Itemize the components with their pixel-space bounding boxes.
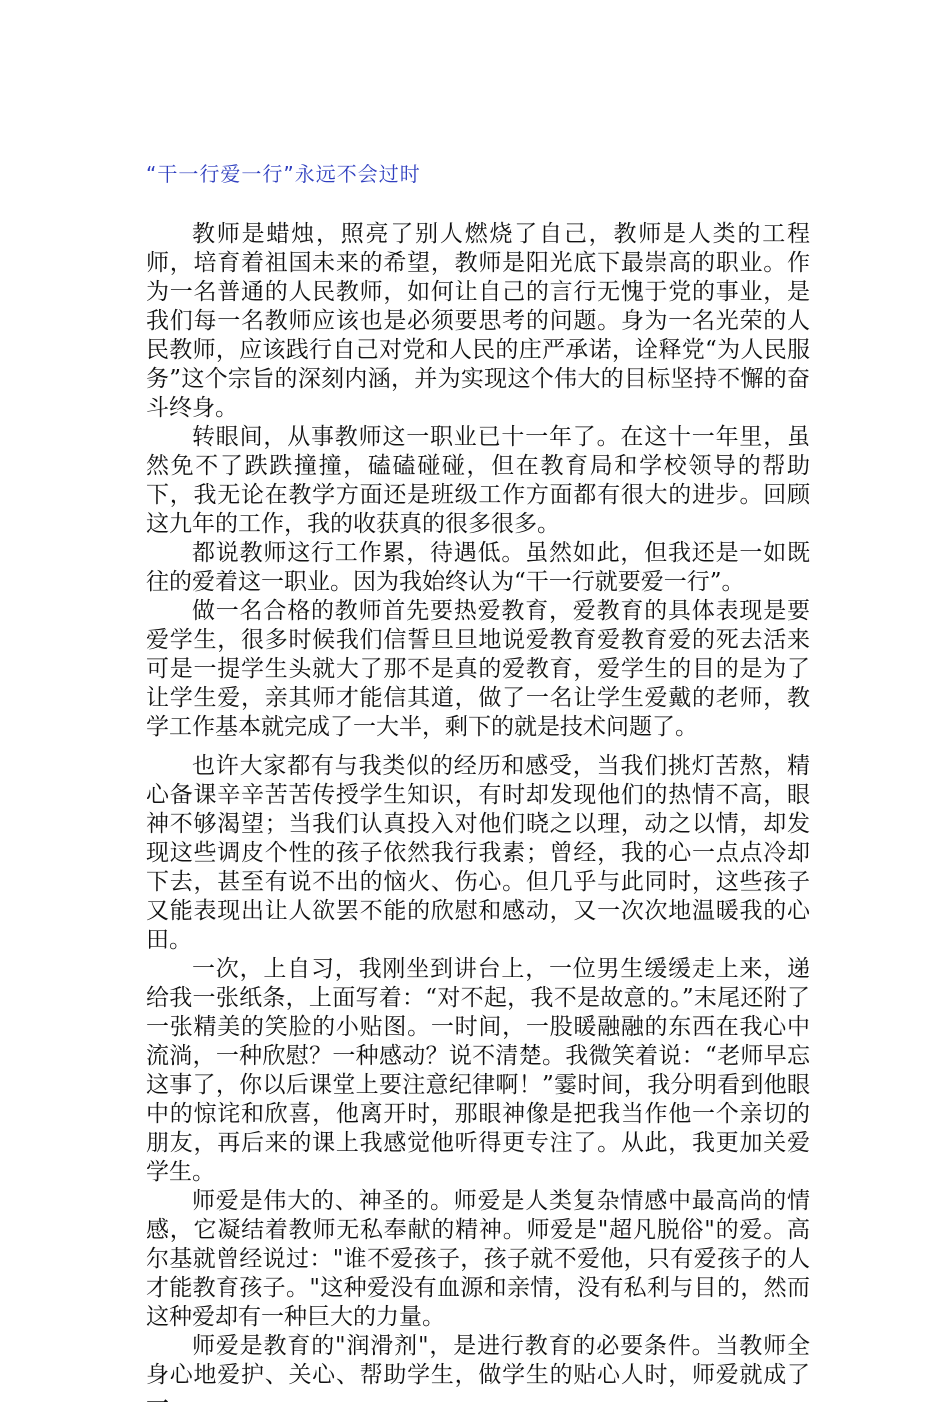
paragraph-5: 也许大家都有与我类似的经历和感受，当我们挑灯苦熬，精心备课辛辛苦苦传授学生知识，有时却发现他们的热情不高，眼神不够渴望；当我们认真投入对他们晓之以理，动之以情，却发现这些调皮个性的孩子依然我行我素；曾经，我的心一点点冷却下去，甚至有说不出的恼火、伤心。但几乎与此同时，这些孩子又能表现出让人欲罢不能的欣慰和感动，又一次次地温暖我的心田。 xyxy=(146,753,810,953)
paragraph-8: 师爱是教育的"润滑剂"，是进行教育的必要条件。当教师全身心地爱护、关心、帮助学生，做学生的贴心人时，师爱就成了一 xyxy=(146,1333,810,1417)
paragraph-6: 一次，上自习，我刚坐到讲台上，一位男生缓缓走上来，递给我一张纸条，上面写着：“对不起，我不是故意的。”末尾还附了一张精美的笑脸的小贴图。一时间，一股暖融融的东西在我心中流淌，一种欣慰？一种感动？说不清楚。我微笑着说：“老师早忘这事了，你以后课堂上要注意纪律啊！”霎时间，我分明看到他眼中的惊诧和欣喜，他离开时，那眼神像是把我当作他一个亲切的朋友，再后来的课上我感觉他听得更专注了。从此，我更加关爱学生。 xyxy=(146,956,810,1185)
paragraph-2: 转眼间，从事教师这一职业已十一年了。在这十一年里，虽然免不了跌跌撞撞，磕磕碰碰，但在教育局和学校领导的帮助下，我无论在教学方面还是班级工作方面都有很大的进步。回顾这九年的工作，我的收获真的很多很多。 xyxy=(146,424,810,537)
paragraph-1: 教师是蜡烛，照亮了别人燃烧了自己，教师是人类的工程师，培育着祖国未来的希望，教师是阳光底下最崇高的职业。作为一名普通的人民教师，如何让自己的言行无愧于党的事业，是我们每一名教师应该也是必须要思考的问题。身为一名光荣的人民教师，应该践行自己对党和人民的庄严承诺，诠释党“为人民服务”这个宗旨的深刻内涵，并为实现这个伟大的目标坚持不懈的奋斗终身。 xyxy=(146,221,810,421)
document-title: “干一行爱一行”永远不会过时 xyxy=(146,162,421,186)
paragraph-3: 都说教师这行工作累，待遇低。虽然如此，但我还是一如既往的爱着这一职业。因为我始终认为“干一行就要爱一行”。 xyxy=(146,540,810,595)
paragraph-7: 师爱是伟大的、神圣的。师爱是人类复杂情感中最高尚的情感，它凝结着教师无私奉献的精神。师爱是"超凡脱俗"的爱。高尔基就曾经说过："谁不爱孩子，孩子就不爱他，只有爱孩子的人才能教育孩子。"这种爱没有血源和亲情，没有私利与目的，然而这种爱却有一种巨大的力量。 xyxy=(146,1188,810,1330)
document-body xyxy=(146,220,810,1419)
paragraph-4: 做一名合格的教师首先要热爱教育，爱教育的具体表现是要爱学生，很多时候我们信誓旦旦地说爱教育爱教育爱的死去活来可是一提学生头就大了那不是真的爱教育，爱学生的目的是为了让学生爱，亲其师才能信其道，做了一名让学生爱戴的老师，教学工作基本就完成了一大半，剩下的就是技术问题了。 xyxy=(146,598,810,740)
